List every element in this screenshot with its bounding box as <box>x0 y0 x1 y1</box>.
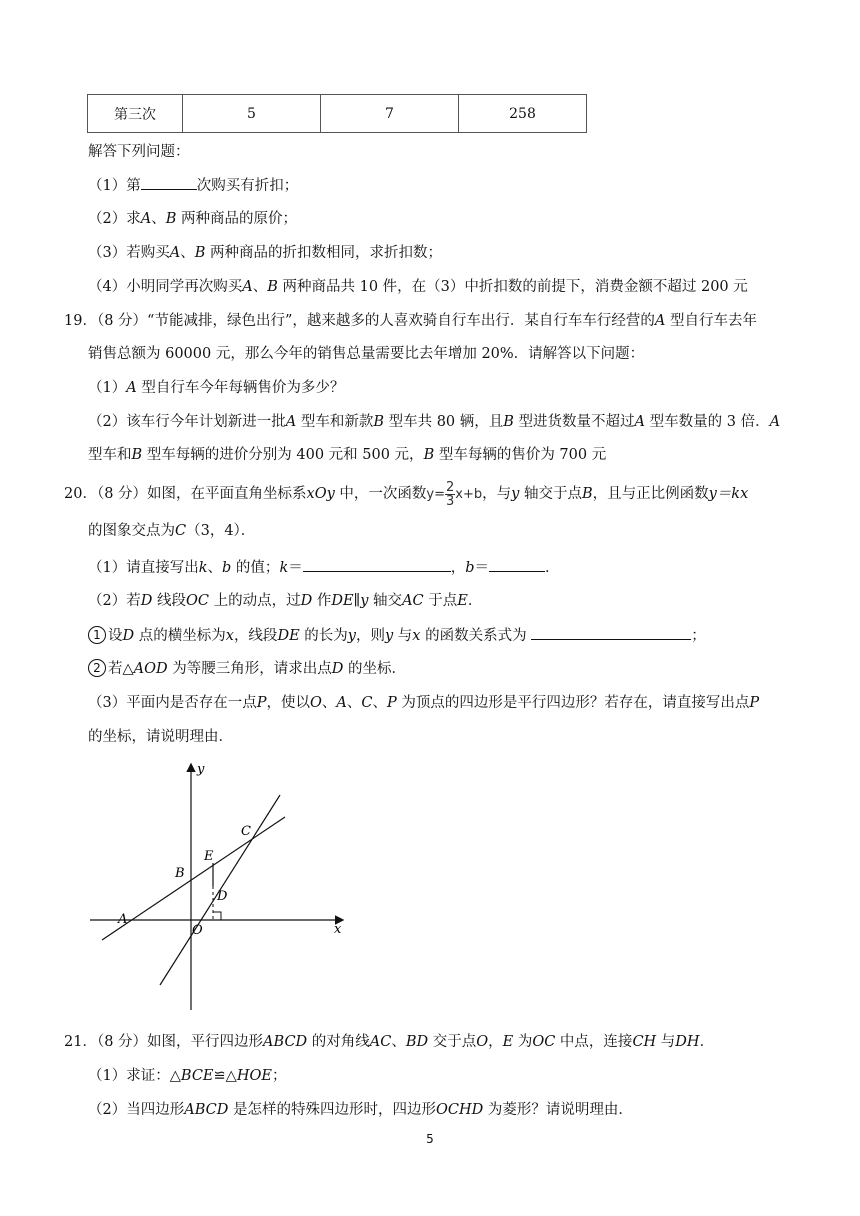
coordinate-figure <box>80 755 360 1017</box>
q19-line1: 19．（8 分）“节能减排，绿色出行”，越来越多的人喜欢骑自行车出行．某自行车车行经营的A 型自行车去年 <box>64 313 757 329</box>
q19-part2: （2）该车行今年计划新进一批A 型车和新款B 型车共 80 辆，且B 型进货数量不超过A 型车数量的 3 倍．A <box>88 414 781 430</box>
q21-line1: 21．（8 分）如图，平行四边形ABCD 的对角线AC、BD 交于点O，E 为OC 中点，连接CH 与DH． <box>64 1034 715 1050</box>
table-cell: 第三次 <box>88 95 183 133</box>
q19-part2-line2: 型车和B 型车每辆的进价分别为 400 元和 500 元，B 型车每辆的售价为 700 元 <box>88 447 607 463</box>
q20-part3: （3）平面内是否存在一点P，使以O、A、C、P 为顶点的四边形是平行四边形？若存在，请直接写出点P <box>88 695 760 711</box>
q18-intro: 解答下列问题： <box>88 144 190 160</box>
q20-subpart1: 1 设D 点的横坐标为x，线段DE 的长为y，则y 与x 的函数关系式为 ； <box>88 625 706 646</box>
q18-part2: （2）求A、B 两种商品的原价； <box>88 211 297 227</box>
answer-blank <box>141 175 197 190</box>
q20-part3-line2: 的坐标，请说明理由． <box>88 729 233 745</box>
q18-part3: （3）若购买A、B 两种商品的折扣数相同，求折扣数； <box>88 245 442 261</box>
table-cell: 5 <box>183 95 321 133</box>
label-D: D <box>217 889 228 904</box>
label-x: x <box>334 922 342 937</box>
label-O: O <box>192 923 203 938</box>
q19-part1: （1）A 型自行车今年每辆售价为多少？ <box>88 380 345 396</box>
q20-part1: （1）请直接写出k、b 的值；k＝ ，b＝ ． <box>88 557 560 578</box>
q19-line2: 销售总额为 60000 元，那么今年的销售总量需要比去年增加 20%．请解答以下问题： <box>88 346 645 362</box>
q20-part2: （2）若D 线段OC 上的动点，过D 作DE∥y 轴交AC 于点E． <box>88 593 483 609</box>
q20-line2: 的图象交点为C（3，4）． <box>88 523 256 539</box>
circled-number-1: 1 <box>88 626 106 644</box>
table-row <box>88 95 587 133</box>
q20-line1: 20．（8 分）如图，在平面直角坐标系xOy 中，一次函数y= $\frac{2}{3}$ x+b，与y 轴交于点B，且与正比例函数y＝kx <box>64 480 749 509</box>
table-cell: 258 <box>459 95 587 133</box>
table-cell: 7 <box>321 95 459 133</box>
answer-blank-k <box>303 557 451 572</box>
q20-subpart2: 2 若△AOD 为等腰三角形，请求出点D 的坐标． <box>88 659 406 679</box>
label-y: y <box>197 762 205 777</box>
q21-part1: （1）求证：△BCE≌△HOE； <box>88 1068 287 1084</box>
label-B: B <box>175 866 185 881</box>
label-E: E <box>204 849 214 864</box>
right-angle-mark <box>213 912 221 920</box>
line-AC <box>102 817 285 940</box>
q21-part2: （2）当四边形ABCD 是怎样的特殊四边形时，四边形OCHD 为菱形？请说明理由． <box>88 1102 633 1118</box>
label-A: A <box>118 912 128 927</box>
linear-function-formula: y= $\frac{2}{3}$ x+b <box>426 480 483 509</box>
purchase-table-fragment <box>87 94 587 133</box>
q18-part1: （1）第 次购买有折扣； <box>88 175 298 196</box>
answer-blank-b <box>489 557 545 572</box>
page-number: 5 <box>426 1132 434 1146</box>
answer-blank-function <box>531 625 691 640</box>
q18-part4: （4）小明同学再次购买A、B 两种商品共 10 件，在（3）中折扣数的前提下，消费金额不超过 200 元 <box>88 279 748 295</box>
circled-number-2: 2 <box>88 659 106 677</box>
label-C: C <box>241 824 251 839</box>
